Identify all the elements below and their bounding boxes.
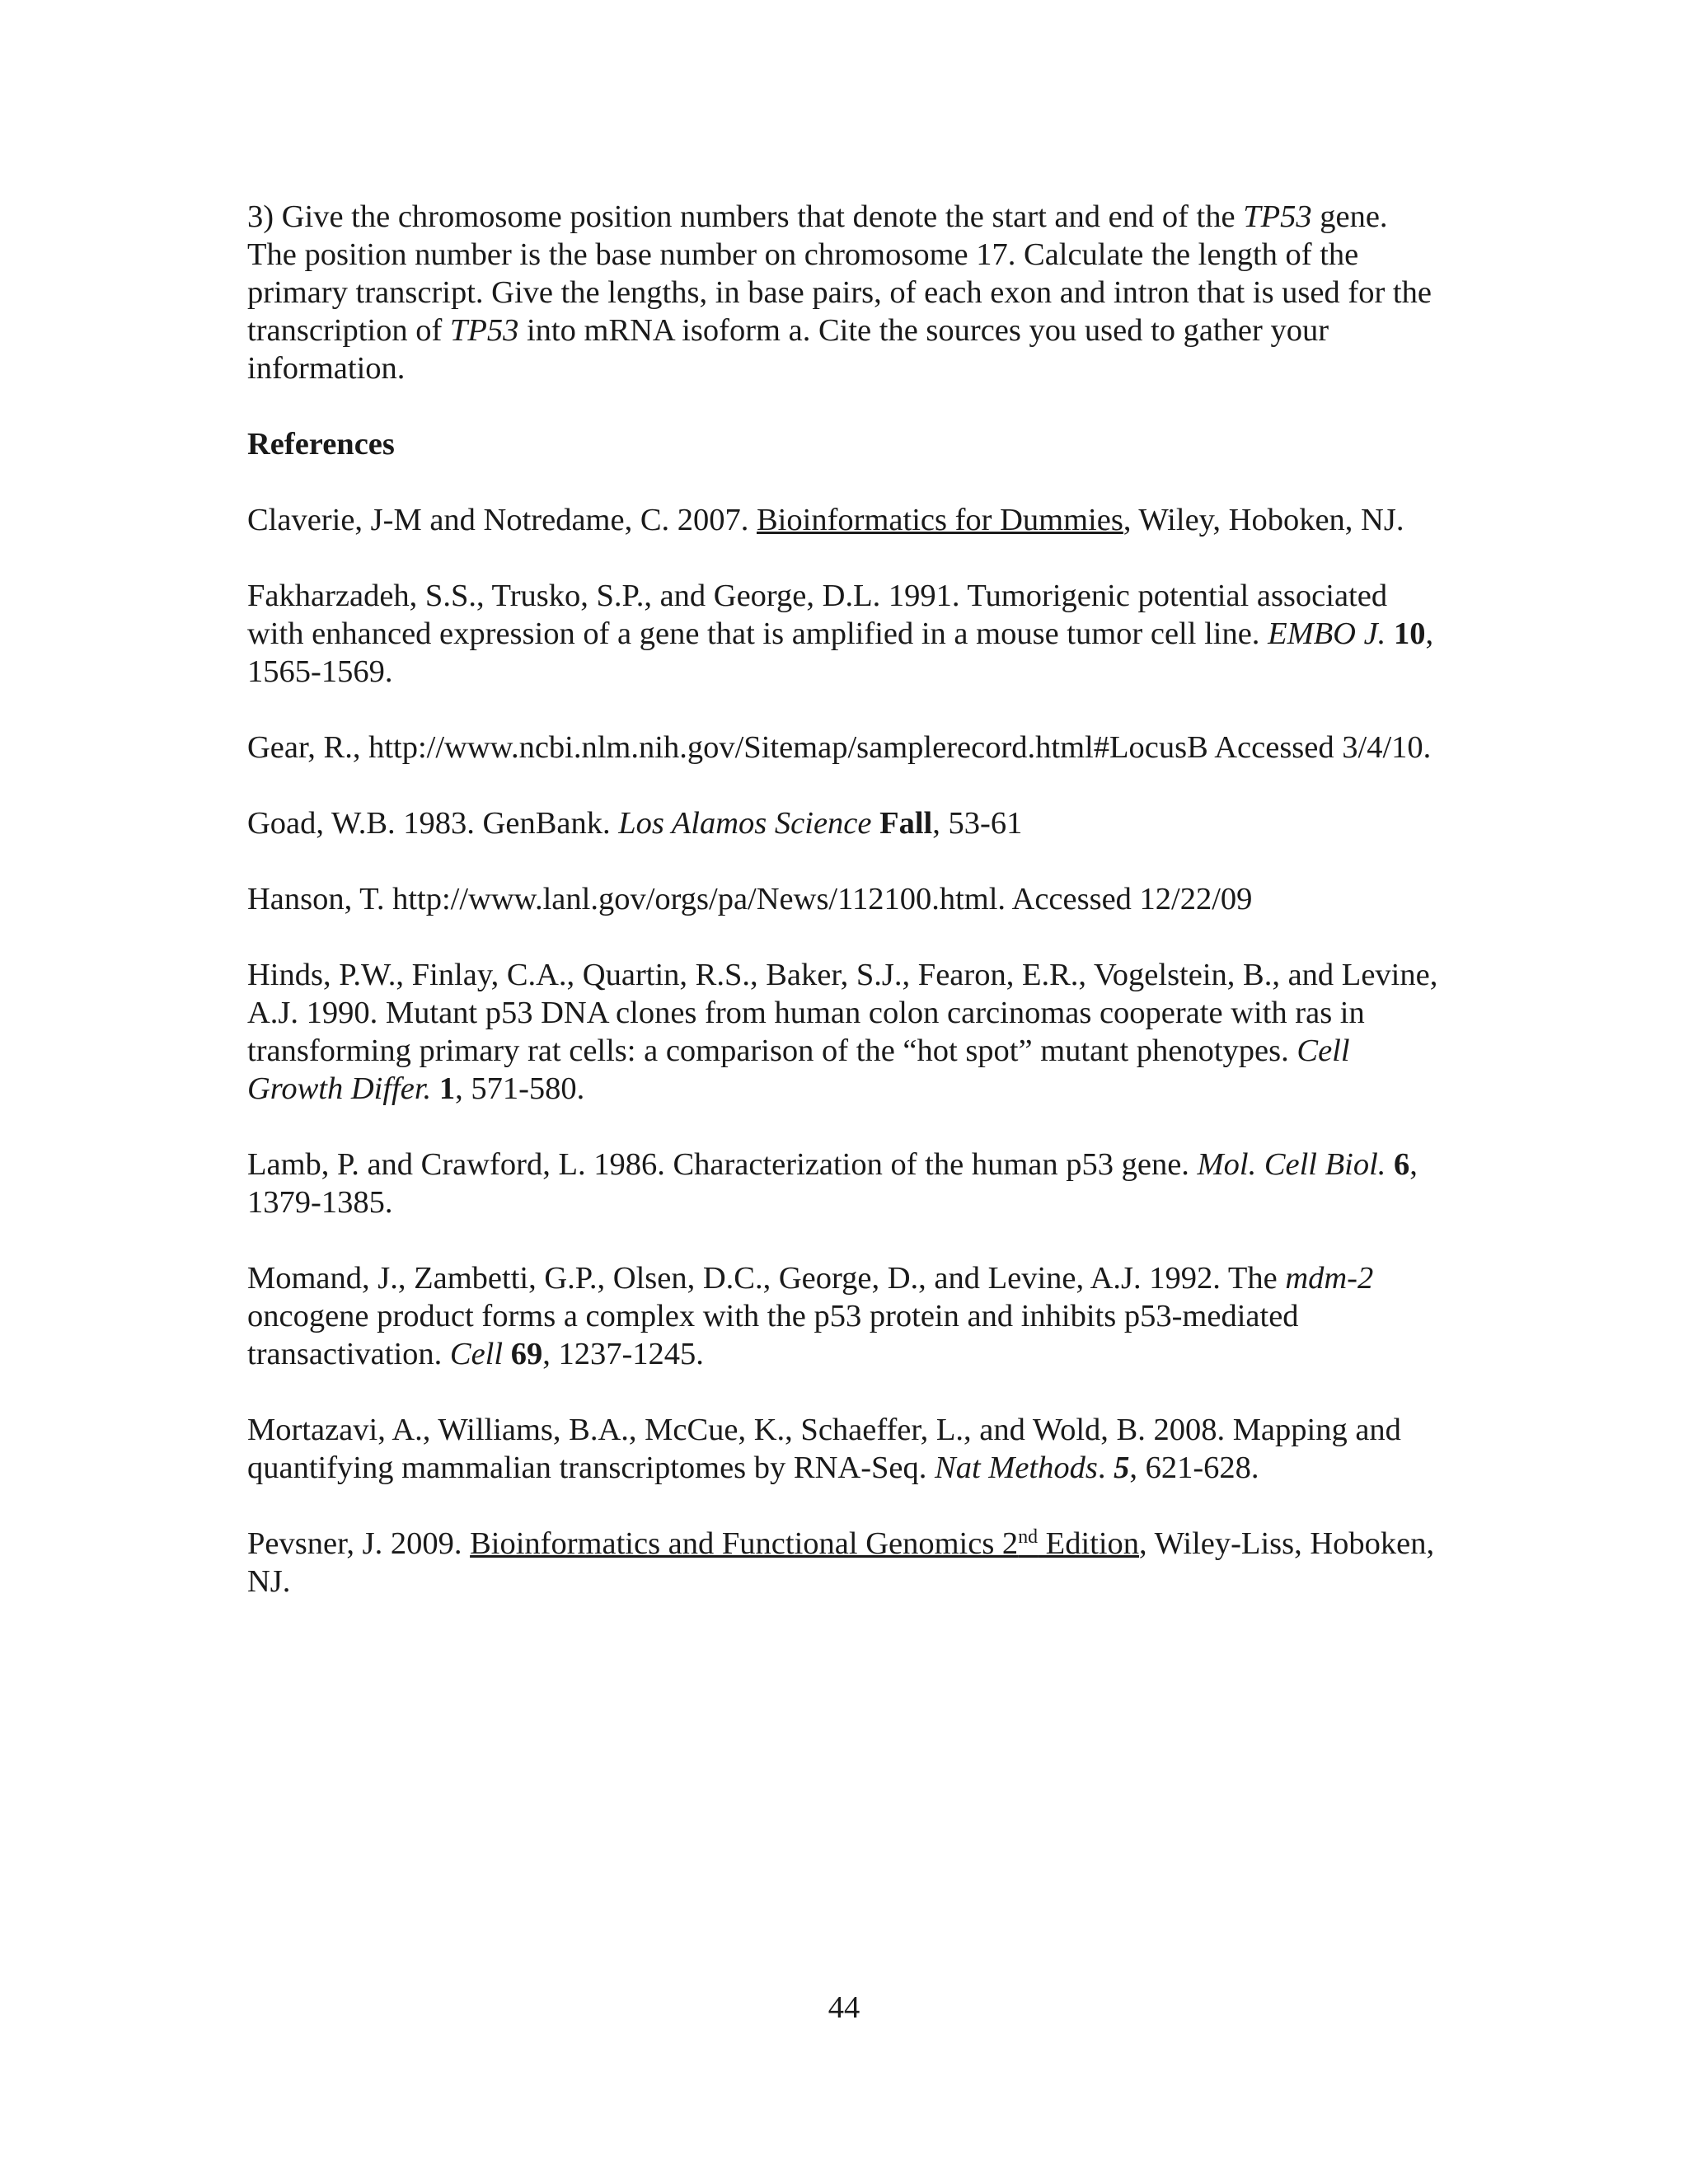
journal-pages: , 1565-1569. — [247, 616, 1434, 689]
book-title-part-1: Bioinformatics and Functional Genomics 2 — [470, 1526, 1019, 1561]
reference-fakharzadeh — [247, 577, 1442, 691]
gene-name: mdm-2 — [1285, 1261, 1374, 1296]
journal-pages: , 621-628. — [1129, 1451, 1259, 1485]
reference-hanson — [247, 880, 1442, 918]
reference-text: Goad, W.B. 1983. GenBank. — [247, 806, 619, 841]
journal-pages: , 53-61 — [932, 806, 1023, 841]
references-heading: References — [247, 427, 395, 462]
reference-gear — [247, 729, 1442, 766]
journal-volume: 6 — [1394, 1147, 1410, 1182]
journal-separator: . — [1097, 1451, 1114, 1485]
page-number: 44 — [828, 1990, 860, 2025]
journal-name: Los Alamos Science — [618, 806, 872, 841]
edition-superscript: nd — [1018, 1526, 1039, 1548]
question-text-2: gene. The position number is the base number on chromosome 17. Calculate the length of the primary transcript. Give the lengths, in base pairs, of each exon and intron that is used for the transcription of — [247, 199, 1432, 348]
reference-text: oncogene product forms a complex with the p53 protein and inhibits p53-mediated transactivation. — [247, 1299, 1299, 1371]
reference-hinds — [247, 956, 1442, 1108]
journal-name: EMBO J. — [1268, 616, 1386, 651]
reference-authors: Pevsner, J. 2009. — [247, 1526, 471, 1561]
book-title-part-2: Edition — [1038, 1526, 1140, 1561]
page-content — [247, 198, 1442, 1638]
journal-volume: 69 — [510, 1337, 543, 1371]
reference-text: Momand, J., Zambetti, G.P., Olsen, D.C., George, D., and Levine, A.J. 1992. The — [247, 1261, 1286, 1296]
reference-text: Fakharzadeh, S.S., Trusko, S.P., and George, D.L. 1991. Tumorigenic potential associated with enhanced expression of a gene that is amplified in a mouse tumor cell line. — [247, 579, 1388, 651]
book-title — [470, 1526, 1139, 1561]
journal-name: Nat Methods — [935, 1451, 1098, 1485]
journal-volume: 5 — [1114, 1451, 1130, 1485]
book-title: Bioinformatics for Dummies — [757, 503, 1123, 537]
journal-pages: , 1379-1385. — [247, 1147, 1418, 1220]
journal-name: Cell Growth Differ. — [247, 1033, 1350, 1106]
gene-name: TP53 — [1243, 199, 1312, 234]
question-text-1: 3) Give the chromosome position numbers that denote the start and end of the — [247, 199, 1244, 234]
journal-name: Mol. Cell Biol. — [1197, 1147, 1386, 1182]
question-text-3: into mRNA isoform a. Cite the sources you used to gather your information. — [247, 313, 1329, 386]
reference-momand — [247, 1259, 1442, 1373]
journal-name: Cell — [449, 1337, 504, 1371]
journal-pages: , 1237-1245. — [542, 1337, 704, 1371]
journal-volume: 10 — [1393, 616, 1426, 651]
journal-pages: , 571-580. — [455, 1071, 585, 1106]
reference-text: Mortazavi, A., Williams, B.A., McCue, K., Schaeffer, L., and Wold, B. 2008. Mapping and quantifying mammalian transcriptomes by RNA-Seq. — [247, 1413, 1401, 1485]
reference-text: Hinds, P.W., Finlay, C.A., Quartin, R.S., Baker, S.J., Fearon, E.R., Vogelstein, B., and Levine, A.J. 1990. Mutant p53 DNA clones from human colon carcinomas cooperate with ras in transforming primary rat cells: a comparison of the “hot spot” mutant phenotypes. — [247, 958, 1438, 1068]
reference-pevsner — [247, 1525, 1442, 1601]
question-3 — [247, 198, 1442, 387]
reference-mortazavi — [247, 1411, 1442, 1487]
reference-publisher: , Wiley-Liss, Hoboken, NJ. — [247, 1526, 1435, 1599]
reference-lamb — [247, 1146, 1442, 1221]
reference-authors: Claverie, J-M and Notredame, C. 2007. — [247, 503, 757, 537]
journal-volume: 1 — [438, 1071, 456, 1106]
journal-volume: Fall — [879, 806, 933, 841]
reference-text: Hanson, T. http://www.lanl.gov/orgs/pa/News/112100.html. Accessed 12/22/09 — [247, 882, 1253, 916]
reference-text: Lamb, P. and Crawford, L. 1986. Characterization of the human p53 gene. — [247, 1147, 1198, 1182]
reference-text: Gear, R., http://www.ncbi.nlm.nih.gov/Sitemap/samplerecord.html#LocusB Accessed 3/4/10. — [247, 730, 1432, 765]
gene-name: TP53 — [449, 313, 519, 348]
reference-claverie — [247, 501, 1442, 539]
reference-goad — [247, 804, 1442, 842]
reference-publisher: , Wiley, Hoboken, NJ. — [1123, 503, 1404, 537]
